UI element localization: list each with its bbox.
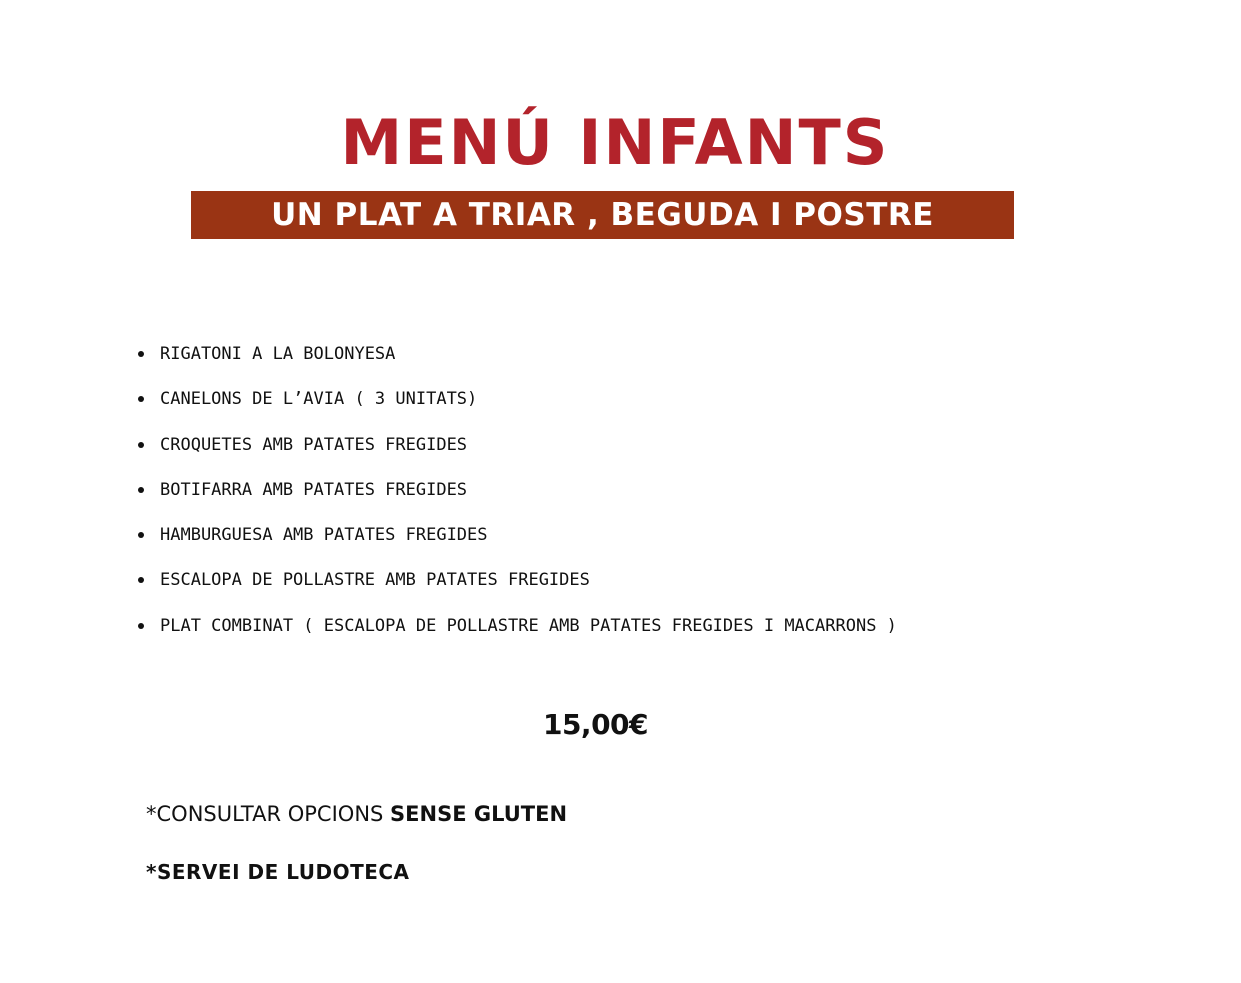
list-item <box>136 423 897 468</box>
gluten-note-emphasis: SENSE GLUTEN <box>390 802 568 826</box>
subtitle-banner <box>191 191 1014 239</box>
bullet-icon <box>138 623 144 629</box>
list-item <box>136 513 897 558</box>
bullet-icon <box>138 577 144 583</box>
gluten-note-prefix: *CONSULTAR OPCIONS <box>146 802 391 826</box>
dish-label: CROQUETES AMB PATATES FREGIDES <box>160 434 468 455</box>
list-item <box>136 377 897 422</box>
gluten-note <box>146 802 567 826</box>
dish-label: CANELONS DE L’AVIA ( 3 UNITATS) <box>160 389 478 410</box>
bullet-icon <box>138 396 144 402</box>
bullet-icon <box>138 532 144 538</box>
dish-label: ESCALOPA DE POLLASTRE AMB PATATES FREGIDES <box>160 570 590 591</box>
dish-label: RIGATONI A LA BOLONYESA <box>160 344 396 364</box>
dish-label: BOTIFARRA AMB PATATES FREGIDES <box>160 479 468 500</box>
list-item <box>136 604 897 649</box>
bullet-icon <box>138 487 144 493</box>
ludoteca-note: *SERVEI DE LUDOTECA <box>146 860 410 884</box>
list-item <box>136 332 897 377</box>
bullet-icon <box>138 442 144 448</box>
bullet-icon <box>138 351 144 357</box>
page-title: MENÚ INFANTS <box>340 106 890 179</box>
price: 15,00€ <box>542 708 649 741</box>
dish-label: HAMBURGUESA AMB PATATES FREGIDES <box>160 525 488 546</box>
dish-list <box>136 332 897 649</box>
subtitle-text: UN PLAT A TRIAR , BEGUDA I POSTRE <box>271 197 934 233</box>
dish-label: PLAT COMBINAT ( ESCALOPA DE POLLASTRE AMB PATATES FREGIDES I MACARRONS ) <box>160 615 897 636</box>
list-item <box>136 558 897 603</box>
list-item <box>136 468 897 513</box>
